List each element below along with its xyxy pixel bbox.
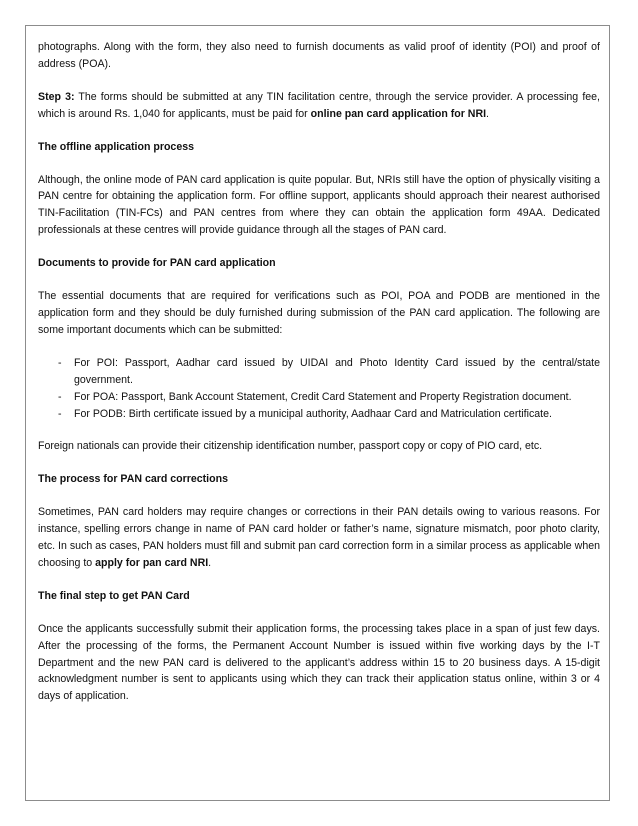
step3-end: . bbox=[486, 107, 489, 120]
documents-heading: Documents to provide for PAN card application bbox=[38, 257, 276, 270]
list-dash: - bbox=[58, 407, 62, 420]
intro-paragraph: photographs. Along with the form, they also need to furnish documents as valid proof of identity (POI) and proof of address (POA). bbox=[38, 41, 600, 70]
corrections-heading: The process for PAN card corrections bbox=[38, 473, 228, 486]
final-step-paragraph: Once the applicants successfully submit their application forms, the processing takes place in a span of just few days. After the processing of the forms, the Permanent Account Number is issued within five working days by the I-T Department and the new PAN card is delivered to the applicant’s address within 15 to 20 business days. A 15-digit acknowledgment number is sent to applicants using which they can track their application status online, within 3 or 4 days of application. bbox=[38, 622, 600, 703]
apply-pan-card-nri-link[interactable]: apply for pan card NRI bbox=[95, 556, 209, 569]
offline-heading: The offline application process bbox=[38, 140, 194, 153]
list-dash: - bbox=[58, 390, 62, 403]
step3-label: Step 3: bbox=[38, 90, 75, 103]
step3-text: The forms should be submitted at any TIN facilitation centre, through the service provider. A processing fee, which is around Rs. 1,040 for applicants, must be paid for bbox=[38, 90, 600, 120]
list-dash: - bbox=[58, 356, 62, 369]
corrections-text: Sometimes, PAN card holders may require changes or corrections in their PAN details owing to various reasons. For instance, spelling errors change in name of PAN card holder or father’s name, signature mismatch, poor photo clarity, etc. In such as cases, PAN holders must fill and submit pan card correction form in a similar process as applicable when choosing to bbox=[38, 506, 600, 569]
list-item-text: For PODB: Birth certificate issued by a municipal authority, Aadhaar Card and Matriculation certificate. bbox=[74, 407, 552, 420]
list-item-text: For POI: Passport, Aadhar card issued by UIDAI and Photo Identity Card issued by the central/state government. bbox=[74, 356, 600, 386]
documents-list bbox=[38, 355, 600, 423]
step3-paragraph bbox=[38, 89, 600, 123]
list-item bbox=[38, 406, 600, 423]
offline-paragraph: Although, the online mode of PAN card application is quite popular. But, NRIs still have the option of physically visiting a PAN centre for obtaining the application form. For offline support, applicants should approach their nearest authorised TIN-Facilitation (TIN-FCs) and PAN centres from where they can obtain the application form 49AA. Dedicated professionals at these centres will provide guidance through all the stages of PAN card. bbox=[38, 173, 600, 237]
document-body bbox=[38, 39, 600, 705]
list-item-text: For POA: Passport, Bank Account Statement, Credit Card Statement and Property Registration document. bbox=[74, 390, 572, 403]
list-item bbox=[38, 389, 600, 406]
nri-application-link[interactable]: online pan card application for NRI bbox=[310, 107, 487, 120]
corrections-paragraph bbox=[38, 504, 600, 572]
document-page bbox=[25, 25, 610, 801]
list-item bbox=[38, 355, 600, 389]
documents-paragraph: The essential documents that are required for verifications such as POI, POA and PODB are mentioned in the application form and they should be duly furnished during submission of the PAN card application. The following are some important documents which can be submitted: bbox=[38, 290, 600, 336]
foreign-nationals-paragraph: Foreign nationals can provide their citizenship identification number, passport copy or copy of PIO card, etc. bbox=[38, 440, 543, 453]
corrections-end: . bbox=[208, 556, 212, 569]
final-step-heading: The final step to get PAN Card bbox=[38, 589, 190, 602]
